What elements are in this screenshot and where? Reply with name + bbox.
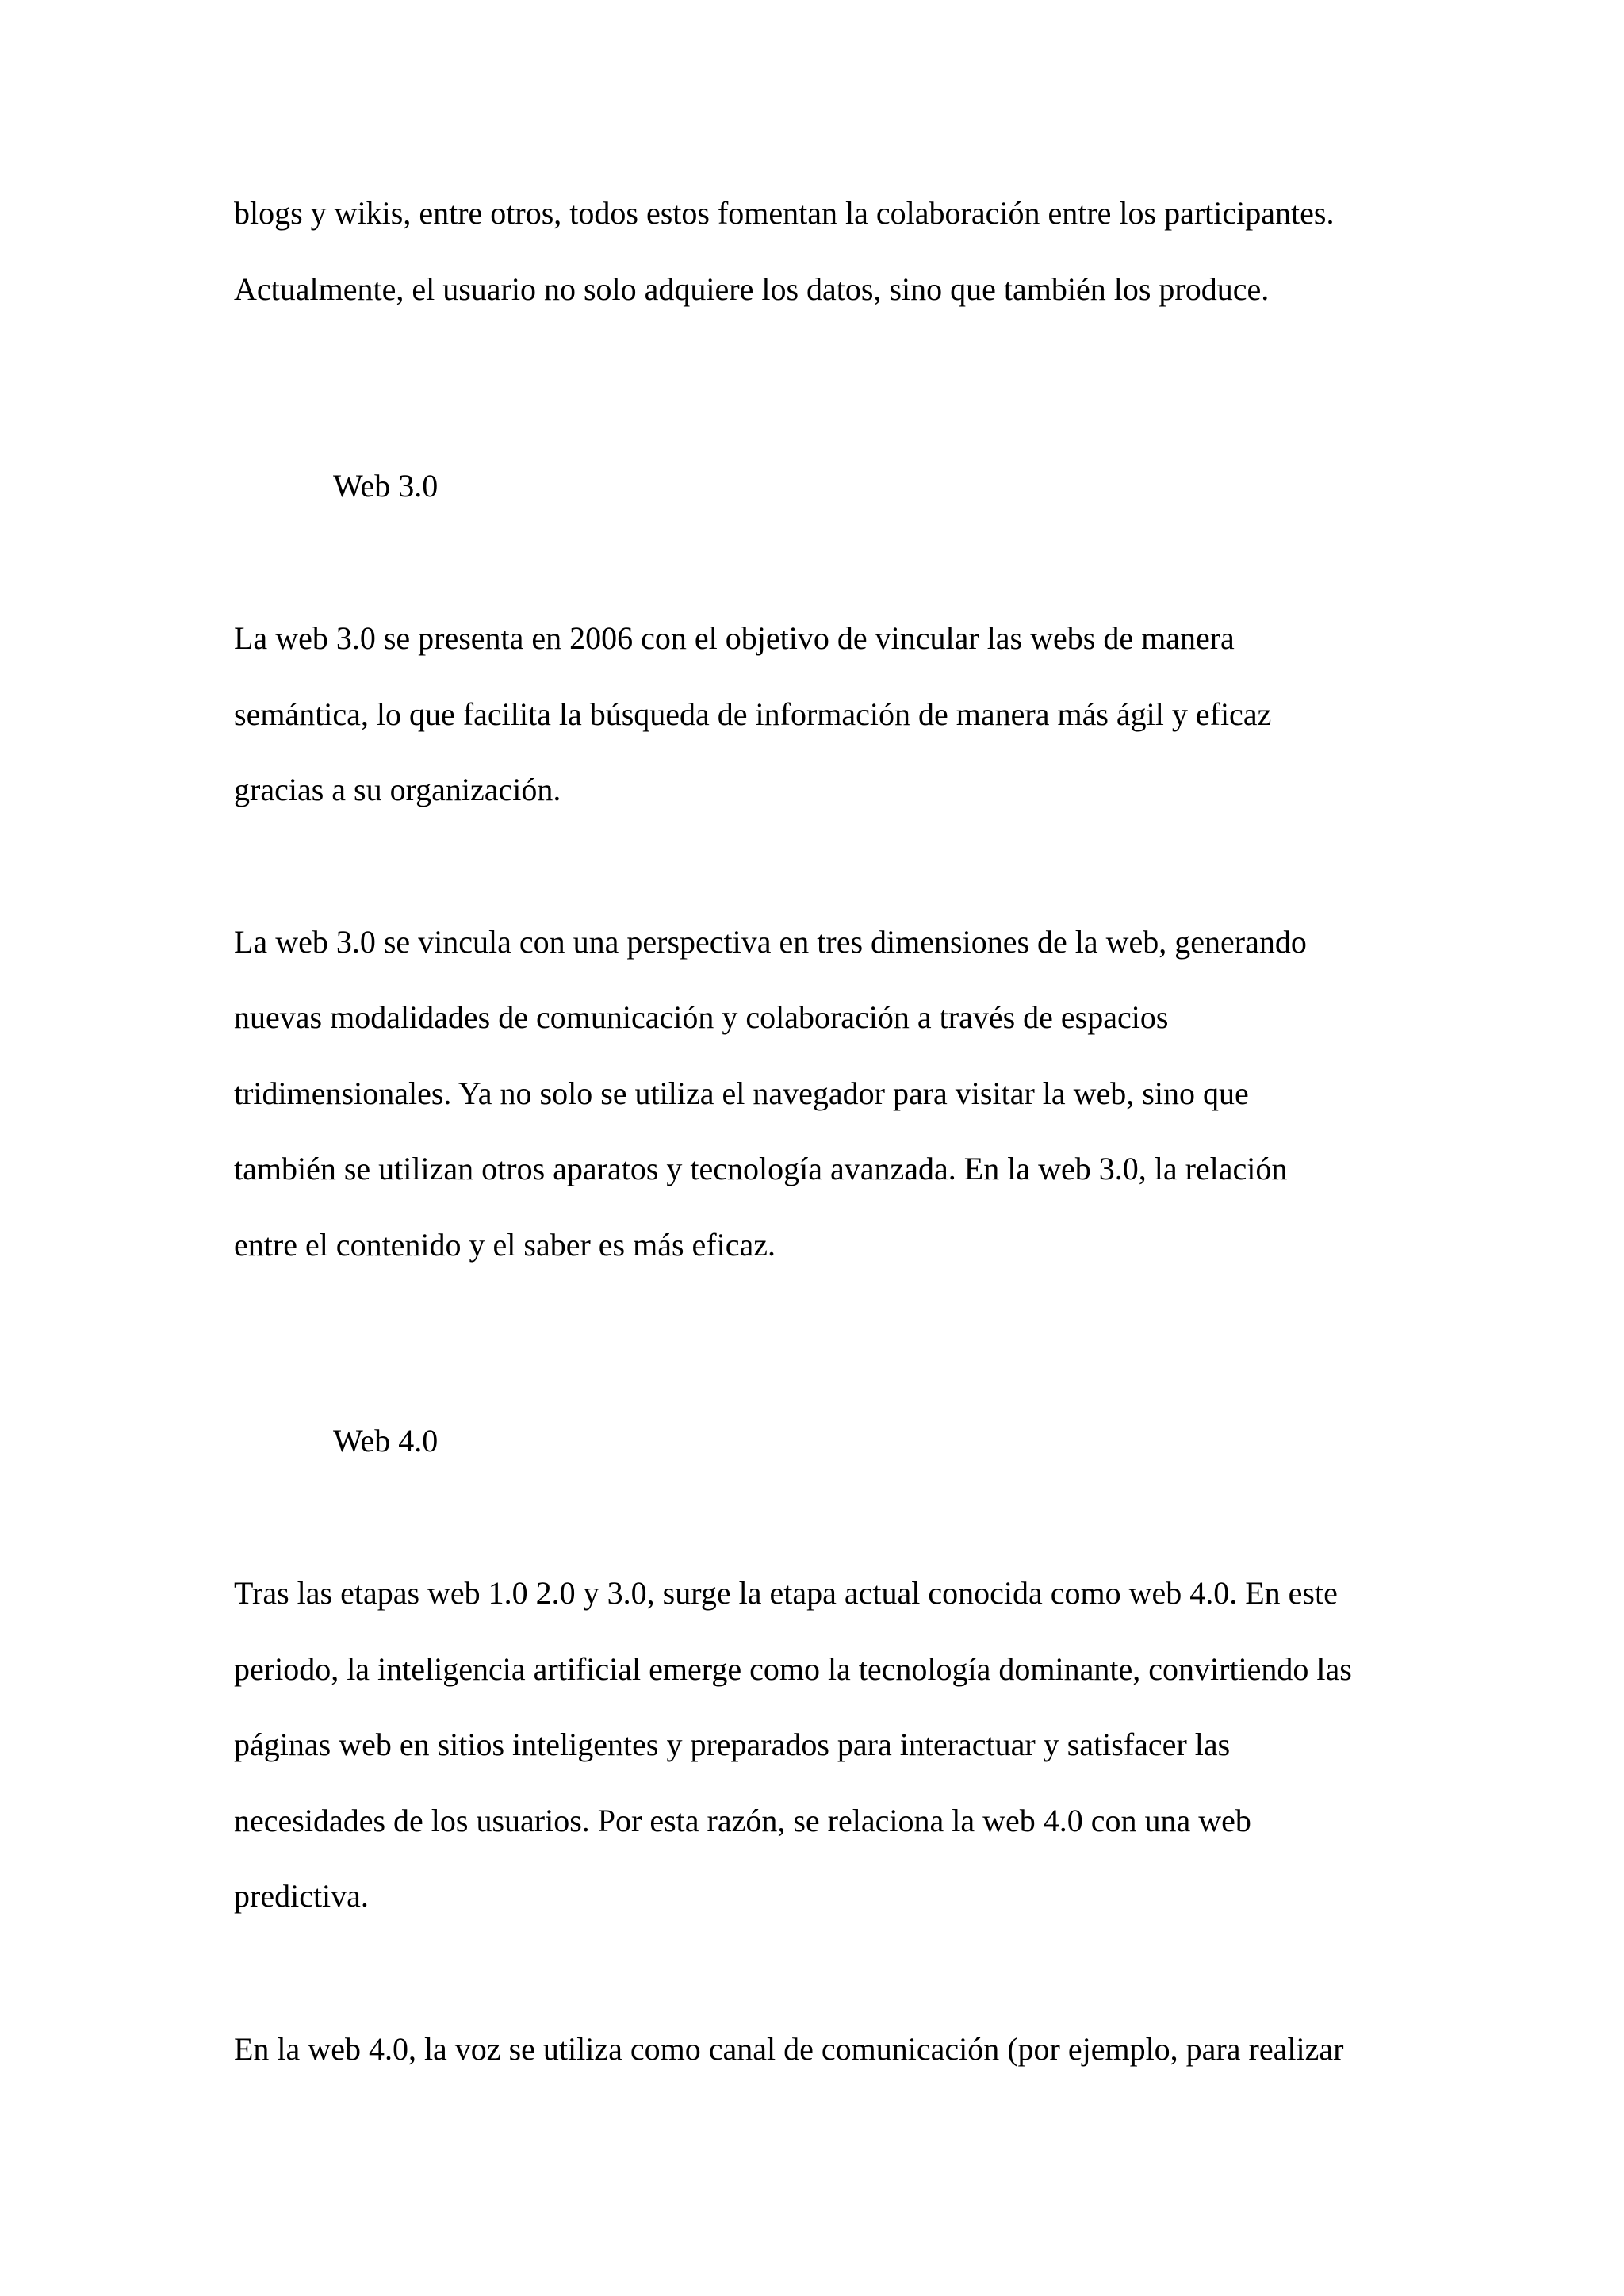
paragraph-line: gracias a su organización. [234, 772, 561, 807]
paragraph-line: semántica, lo que facilita la búsqueda de información de manera más ágil y eficaz [234, 696, 1272, 732]
paragraph-line: predictiva. [234, 1878, 369, 1914]
paragraph-line: Tras las etapas web 1.0 2.0 y 3.0, surge la etapa actual conocida como web 4.0. En este [234, 1575, 1338, 1611]
paragraph-line: también se utilizan otros aparatos y tecnología avanzada. En la web 3.0, la relación [234, 1151, 1288, 1186]
section-heading-web4: Web 4.0 [333, 1423, 439, 1458]
paragraph-line: tridimensionales. Ya no solo se utiliza el navegador para visitar la web, sino que [234, 1075, 1249, 1111]
paragraph-line: Actualmente, el usuario no solo adquiere los datos, sino que también los produce. [234, 271, 1270, 307]
paragraph-line: En la web 4.0, la voz se utiliza como canal de comunicación (por ejemplo, para realizar [234, 2031, 1344, 2067]
paragraph-line: La web 3.0 se presenta en 2006 con el objetivo de vincular las webs de manera [234, 620, 1235, 656]
section-heading-web3: Web 3.0 [333, 468, 439, 504]
paragraph-line: necesidades de los usuarios. Por esta razón, se relaciona la web 4.0 con una web [234, 1803, 1251, 1838]
paragraph-line: periodo, la inteligencia artificial emerge como la tecnología dominante, convirtiendo las [234, 1651, 1352, 1687]
paragraph-line: nuevas modalidades de comunicación y colaboración a través de espacios [234, 999, 1169, 1035]
paragraph-line: blogs y wikis, entre otros, todos estos fomentan la colaboración entre los participantes. [234, 195, 1335, 231]
paragraph-line: entre el contenido y el saber es más eficaz. [234, 1227, 776, 1263]
paragraph-line: páginas web en sitios inteligentes y preparados para interactuar y satisfacer las [234, 1727, 1231, 1762]
paragraph-line: La web 3.0 se vincula con una perspectiva en tres dimensiones de la web, generando [234, 924, 1307, 960]
